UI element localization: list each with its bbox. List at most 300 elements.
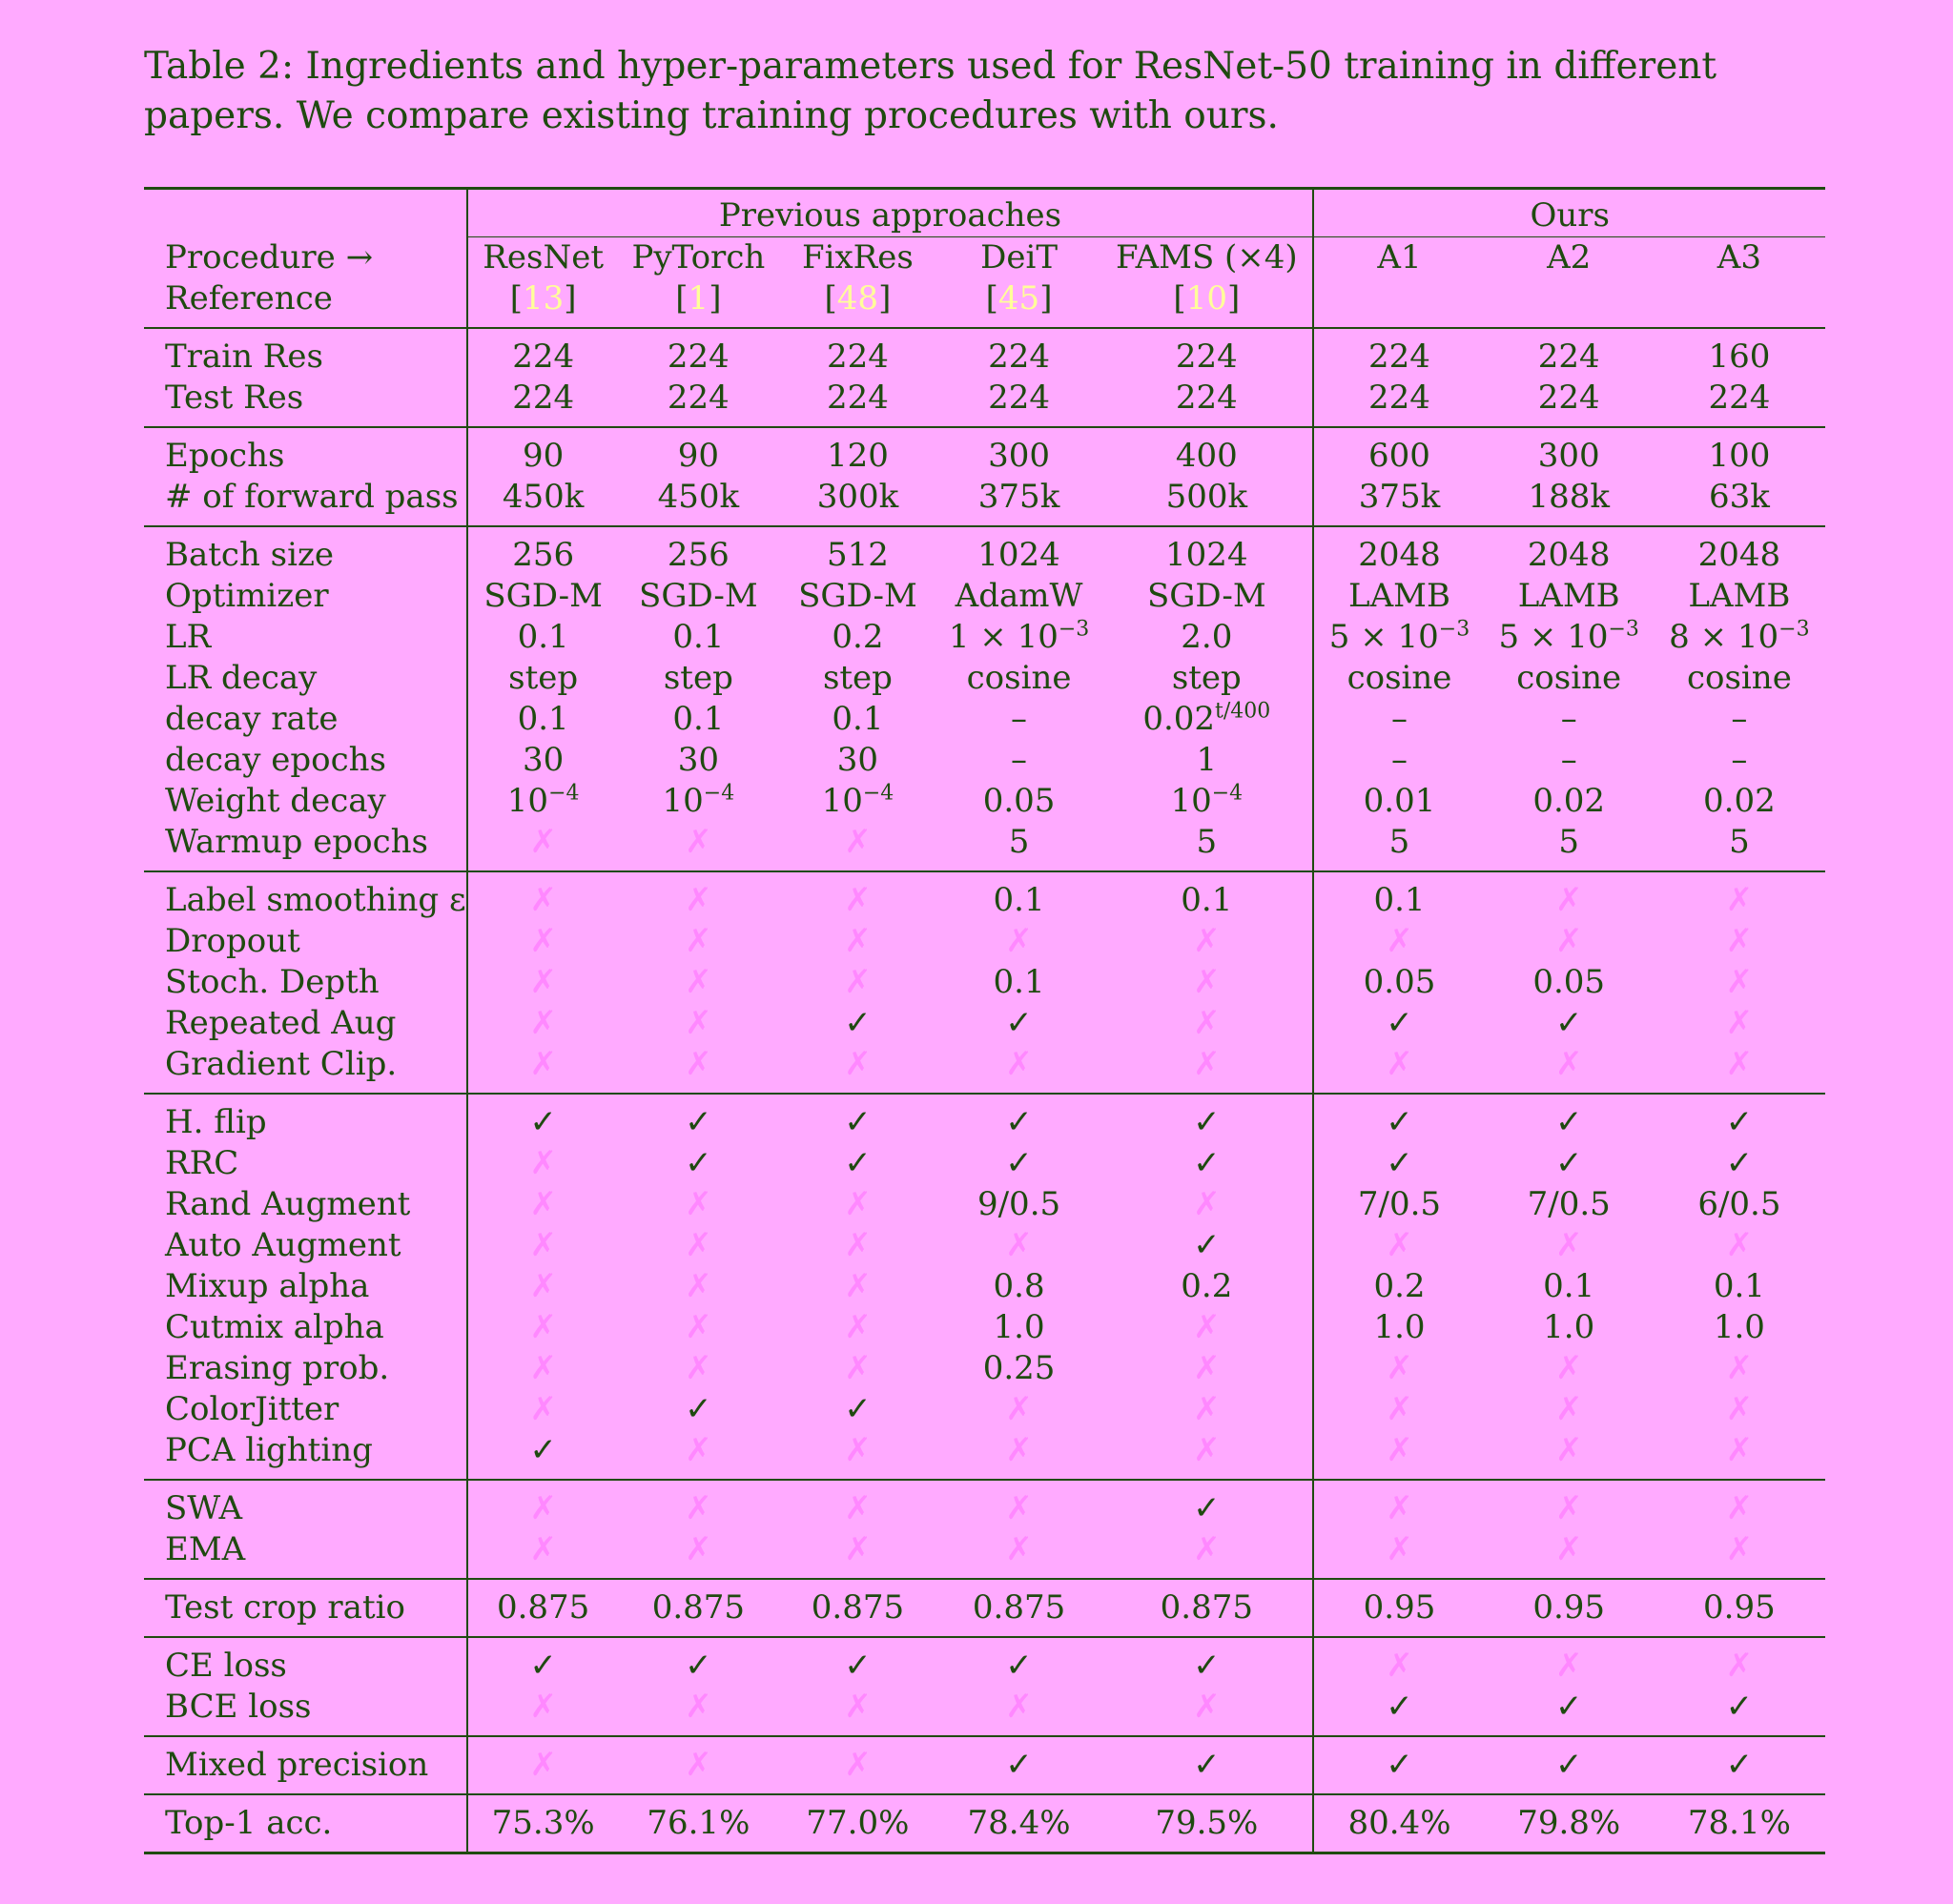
table-cell [467, 576, 619, 617]
table-cell [937, 871, 1100, 921]
cell-value: 5 [1196, 823, 1218, 861]
table-cell [1100, 427, 1313, 477]
cell-value: 0.25 [982, 1349, 1056, 1387]
table-cell [1313, 1579, 1484, 1637]
table-cell [937, 1794, 1100, 1853]
table-row [144, 921, 1825, 962]
table-cell [1100, 740, 1313, 781]
cell-value: 256 [512, 536, 575, 574]
row-label [144, 1307, 467, 1348]
cross-icon: ✗ [529, 1530, 557, 1568]
table-cell [1485, 822, 1654, 871]
row-label [144, 658, 467, 699]
cell-value: 0.1 [1713, 1267, 1765, 1305]
cell-value: 2048 [1358, 536, 1441, 574]
check-icon: ✓ [1725, 1746, 1754, 1784]
table-cell [467, 1579, 619, 1637]
cross-icon: ✗ [844, 881, 872, 919]
table-cell [467, 1348, 619, 1389]
check-icon: ✓ [685, 1103, 712, 1141]
table-row [144, 1430, 1825, 1480]
citation-link[interactable]: 48 [836, 279, 879, 317]
table-cell [1100, 617, 1313, 658]
cell-value: 5 [1008, 823, 1030, 861]
check-icon: ✓ [1193, 1647, 1221, 1685]
cross-icon: ✗ [1193, 1004, 1221, 1042]
table-cell [937, 526, 1100, 576]
cell-value: 500k [1165, 478, 1248, 516]
cell-value: 0.95 [1703, 1588, 1776, 1627]
table-cell [1654, 1225, 1825, 1266]
table-cell [1485, 921, 1654, 962]
table-cell [1313, 1003, 1484, 1044]
table-row [144, 1687, 1825, 1736]
table-cell [1485, 477, 1654, 526]
cell-value: SWA [165, 1489, 243, 1527]
cross-icon: ✗ [685, 1688, 712, 1726]
cross-icon: ✗ [1005, 1688, 1033, 1726]
table-row [144, 962, 1825, 1003]
table-row [144, 617, 1825, 658]
table-cell [1313, 576, 1484, 617]
cell-value: 300 [1537, 437, 1600, 475]
cell-value: LAMB [1688, 577, 1791, 615]
cell-value: Mixed precision [165, 1746, 429, 1784]
table-cell [1313, 1184, 1484, 1225]
table-cell [619, 740, 778, 781]
table-cell [1100, 526, 1313, 576]
table-row [144, 822, 1825, 871]
table-cell [937, 1044, 1100, 1094]
table-cell [1100, 1579, 1313, 1637]
cell-value: 0.05 [982, 782, 1056, 820]
table-cell [1313, 1044, 1484, 1094]
table-cell [937, 822, 1100, 871]
table-cell [619, 781, 778, 822]
table-cell [778, 871, 937, 921]
cell-value: 224 [826, 379, 889, 417]
table-cell [467, 921, 619, 962]
check-icon: ✓ [529, 1103, 557, 1141]
cell-value: LAMB [1517, 577, 1620, 615]
table-cell [778, 378, 937, 427]
cell-value: 450k [502, 478, 585, 516]
check-icon: ✓ [844, 1144, 872, 1182]
table-cell [937, 962, 1100, 1003]
cell-value: 10 [662, 782, 704, 820]
row-label [144, 1389, 467, 1430]
cell-value: 79.8% [1517, 1804, 1621, 1842]
table-cell [778, 1044, 937, 1094]
cell-value: H. flip [165, 1103, 267, 1141]
check-icon: ✓ [1005, 1004, 1033, 1042]
cross-icon: ✗ [1725, 1226, 1754, 1264]
cross-icon: ✗ [1725, 922, 1754, 960]
cross-icon: ✗ [1193, 963, 1221, 1001]
table-cell [1313, 658, 1484, 699]
cross-icon: ✗ [844, 1267, 872, 1305]
table-cell [467, 658, 619, 699]
table-row [144, 1266, 1825, 1307]
cell-value: 120 [826, 437, 889, 475]
table-cell [937, 740, 1100, 781]
citation-link[interactable]: 1 [688, 279, 709, 317]
cell-value: 0.2 [1181, 1267, 1233, 1305]
table-cell [1313, 1225, 1484, 1266]
cross-icon: ✗ [1725, 1349, 1754, 1387]
table-cell [467, 378, 619, 427]
row-label [144, 1094, 467, 1143]
table-cell [1485, 1736, 1654, 1794]
cell-value: 224 [667, 338, 730, 376]
cell-value: 63k [1708, 478, 1770, 516]
cross-icon: ✗ [1193, 1390, 1221, 1428]
cell-value: 2048 [1697, 536, 1781, 574]
table-cell [778, 740, 937, 781]
table-cell [467, 1529, 619, 1579]
table-cell [778, 1529, 937, 1579]
table-cell [1313, 1637, 1484, 1687]
cross-icon: ✗ [529, 922, 557, 960]
table-cell [778, 1480, 937, 1529]
table-cell [778, 699, 937, 740]
table-cell [937, 1307, 1100, 1348]
cell-value: 6/0.5 [1697, 1185, 1781, 1223]
cross-icon: ✗ [1005, 1489, 1033, 1527]
cell-value: 78.1% [1687, 1804, 1791, 1842]
table-cell [1100, 1143, 1313, 1184]
cross-icon: ✗ [1554, 922, 1583, 960]
cell-value: 9/0.5 [976, 1185, 1061, 1223]
table-cell [1654, 1430, 1825, 1480]
table-cell [1654, 1184, 1825, 1225]
cell-value: 5 × 10 [1498, 618, 1609, 656]
cross-icon: ✗ [1554, 1390, 1583, 1428]
table-cell [1654, 1637, 1825, 1687]
table-cell [778, 1143, 937, 1184]
cell-value: – [1011, 700, 1028, 738]
cross-icon: ✗ [1005, 1431, 1033, 1469]
cell-value: ColorJitter [165, 1390, 339, 1428]
check-icon: ✓ [1554, 1746, 1583, 1784]
table-cell [467, 1736, 619, 1794]
table-cell [619, 822, 778, 871]
check-icon: ✓ [1005, 1144, 1033, 1182]
cross-icon: ✗ [1386, 922, 1413, 960]
table-cell [1313, 427, 1484, 477]
exponent: −3 [1438, 617, 1470, 642]
cell-value: PCA lighting [165, 1431, 373, 1469]
cell-value: Warmup epochs [165, 823, 428, 861]
check-icon: ✓ [1554, 1103, 1583, 1141]
table-cell [1485, 1225, 1654, 1266]
cross-icon: ✗ [685, 1045, 712, 1083]
table-cell [1485, 962, 1654, 1003]
table-cell [619, 1307, 778, 1348]
table-caption: Table 2: Ingredients and hyper-parameters used for ResNet-50 training in different papers. We compare existing training procedures with ours. [144, 45, 1717, 137]
cell-value: LAMB [1348, 577, 1450, 615]
cross-icon: ✗ [529, 1688, 557, 1726]
table-cell [778, 1184, 937, 1225]
cell-value: 375k [977, 478, 1060, 516]
table-row [144, 1348, 1825, 1389]
table-cell [467, 1225, 619, 1266]
table-cell [1654, 1143, 1825, 1184]
table-cell [1654, 1736, 1825, 1794]
table-cell [778, 962, 937, 1003]
cell-value: Mixup alpha [165, 1267, 370, 1305]
table-cell [1485, 1348, 1654, 1389]
table-cell [1100, 1003, 1313, 1044]
table-row [144, 1094, 1825, 1143]
table-cell [778, 427, 937, 477]
cross-icon: ✗ [1005, 922, 1033, 960]
row-label [144, 1003, 467, 1044]
table-cell [619, 871, 778, 921]
table-cell [778, 1736, 937, 1794]
cell-value: 0.875 [1160, 1588, 1253, 1627]
cell-value: SGD-M [798, 577, 917, 615]
row-label [144, 427, 467, 477]
cell-value: 10 [506, 782, 549, 820]
cross-icon: ✗ [529, 1390, 557, 1428]
cell-value: cosine [1516, 659, 1622, 697]
table-cell [467, 962, 619, 1003]
table-cell [1485, 1389, 1654, 1430]
cell-value: 512 [826, 536, 889, 574]
exponent: −3 [1058, 617, 1090, 642]
table-cell [1100, 1044, 1313, 1094]
table-cell [1313, 1736, 1484, 1794]
table-cell [619, 576, 778, 617]
cell-value: 75.3% [491, 1804, 595, 1842]
table-cell [619, 1348, 778, 1389]
table-cell [1313, 1348, 1484, 1389]
cross-icon: ✗ [529, 1185, 557, 1223]
cell-value: AdamW [955, 577, 1083, 615]
table-row [144, 526, 1825, 576]
cell-value: 224 [988, 379, 1050, 417]
cell-value: 7/0.5 [1527, 1185, 1611, 1223]
cell-value: cosine [966, 659, 1072, 697]
cell-value: 300 [988, 437, 1050, 475]
table-cell [619, 1266, 778, 1307]
cross-icon: ✗ [685, 1349, 712, 1387]
cell-value: Weight decay [165, 782, 386, 820]
table-cell [1313, 1143, 1484, 1184]
cell-value: 90 [523, 437, 565, 475]
table-cell [937, 378, 1100, 427]
cell-value: 0.02 [1142, 700, 1216, 738]
group-previous: Previous approaches [467, 189, 1314, 237]
table-cell [778, 1266, 937, 1307]
row-label [144, 822, 467, 871]
cell-value: 0.875 [811, 1588, 905, 1627]
check-icon: ✓ [1386, 1746, 1413, 1784]
table-cell [1100, 1637, 1313, 1687]
row-label [144, 1044, 467, 1094]
cross-icon: ✗ [685, 1489, 712, 1527]
table-cell [778, 1094, 937, 1143]
cell-value: 7/0.5 [1357, 1185, 1442, 1223]
cell-value: 224 [1537, 338, 1600, 376]
cell-value: 1 × 10 [948, 618, 1059, 656]
check-icon: ✓ [1005, 1746, 1033, 1784]
check-icon: ✓ [1725, 1103, 1754, 1141]
table-cell [778, 328, 937, 378]
table-cell [467, 1184, 619, 1225]
cross-icon: ✗ [1725, 1530, 1754, 1568]
cross-icon: ✗ [685, 881, 712, 919]
row-label [144, 328, 467, 378]
cross-icon: ✗ [1386, 1431, 1413, 1469]
cell-value: SGD-M [1146, 577, 1266, 615]
table-cell [778, 1348, 937, 1389]
cross-icon: ✗ [529, 1308, 557, 1346]
cell-value: Epochs [165, 437, 285, 475]
row-label [144, 1579, 467, 1637]
table-cell [937, 1529, 1100, 1579]
table-row [144, 328, 1825, 378]
citation-link[interactable]: 45 [997, 279, 1040, 317]
cross-icon: ✗ [1554, 1647, 1583, 1685]
table-cell [467, 427, 619, 477]
citation-link[interactable]: 13 [523, 279, 565, 317]
table-cell [1485, 1094, 1654, 1143]
table-cell [1654, 822, 1825, 871]
cross-icon: ✗ [1725, 1004, 1754, 1042]
cross-icon: ✗ [685, 823, 712, 861]
cross-icon: ✗ [1725, 963, 1754, 1001]
table-row [144, 871, 1825, 921]
cross-icon: ✗ [1193, 1185, 1221, 1223]
table-cell [1313, 378, 1484, 427]
table-cell [778, 1430, 937, 1480]
table-row [144, 658, 1825, 699]
cell-value: 1.0 [993, 1308, 1045, 1346]
table-cell [467, 617, 619, 658]
cell-value: 5 [1729, 823, 1750, 861]
cell-value: 0.1 [517, 700, 569, 738]
cell-value: cosine [1686, 659, 1792, 697]
table-cell [1485, 1687, 1654, 1736]
exponent: −4 [703, 781, 735, 806]
table-cell [619, 378, 778, 427]
cell-value: – [1391, 700, 1408, 738]
cell-value: 0.1 [1543, 1267, 1595, 1305]
col-header: FAMS (×4) [1115, 238, 1298, 276]
citation-link[interactable]: 10 [1185, 279, 1227, 317]
cell-value: # of forward pass [165, 478, 459, 516]
table-cell [1313, 526, 1484, 576]
cell-value: Label smoothing ε [165, 881, 466, 919]
table-cell [1485, 1143, 1654, 1184]
check-icon: ✓ [1193, 1489, 1221, 1527]
table-cell [1100, 1184, 1313, 1225]
table-cell [467, 1094, 619, 1143]
table-row [144, 1480, 1825, 1529]
check-icon: ✓ [685, 1647, 712, 1685]
cell-value: Batch size [165, 536, 335, 574]
table-cell [778, 1003, 937, 1044]
table-row [144, 1579, 1825, 1637]
table-cell [1485, 1579, 1654, 1637]
table-cell [467, 699, 619, 740]
cell-value: 1024 [1165, 536, 1248, 574]
table-row [144, 378, 1825, 427]
table-cell [1100, 328, 1313, 378]
table-cell [467, 1794, 619, 1853]
cell-value: 300k [816, 478, 899, 516]
cross-icon: ✗ [529, 881, 557, 919]
table-cell [1654, 1003, 1825, 1044]
table-cell [467, 822, 619, 871]
table-cell [467, 1003, 619, 1044]
table-cell [937, 477, 1100, 526]
row-label [144, 921, 467, 962]
table-cell [467, 1307, 619, 1348]
table-cell [1485, 658, 1654, 699]
cross-icon: ✗ [529, 1746, 557, 1784]
table-cell [1313, 921, 1484, 962]
table-cell [1313, 1094, 1484, 1143]
cell-value: 80.4% [1347, 1804, 1451, 1842]
table-cell [1485, 1266, 1654, 1307]
cross-icon: ✗ [685, 1004, 712, 1042]
cell-value: 224 [1368, 379, 1430, 417]
cell-value: 79.5% [1155, 1804, 1259, 1842]
table-cell [1485, 871, 1654, 921]
table-cell [1100, 1794, 1313, 1853]
table-cell [778, 921, 937, 962]
table-cell [1100, 1225, 1313, 1266]
table-cell [467, 1266, 619, 1307]
cell-value: step [822, 659, 893, 697]
table-cell [937, 1579, 1100, 1637]
table-cell [1654, 1044, 1825, 1094]
table-cell [467, 1637, 619, 1687]
table-cell [937, 576, 1100, 617]
table-cell [619, 1094, 778, 1143]
cross-icon: ✗ [529, 823, 557, 861]
cell-value: 2048 [1527, 536, 1611, 574]
cell-value: 188k [1528, 478, 1610, 516]
cell-value: Test crop ratio [165, 1588, 405, 1627]
cell-value: 600 [1368, 437, 1430, 475]
cell-value: – [1391, 741, 1408, 779]
table-cell [619, 328, 778, 378]
table-cell [619, 1637, 778, 1687]
table-cell [1100, 1348, 1313, 1389]
table-cell [937, 1143, 1100, 1184]
table-cell [937, 427, 1100, 477]
table-cell [937, 1480, 1100, 1529]
table-cell [1100, 781, 1313, 822]
table-cell [1485, 427, 1654, 477]
row-label [144, 1143, 467, 1184]
table-cell [1100, 921, 1313, 962]
table-cell [1313, 822, 1484, 871]
cross-icon: ✗ [685, 1226, 712, 1264]
cell-value: Stoch. Depth [165, 963, 380, 1001]
check-icon: ✓ [844, 1390, 872, 1428]
cross-icon: ✗ [1386, 1390, 1413, 1428]
check-icon: ✓ [529, 1647, 557, 1685]
cell-value: Gradient Clip. [165, 1045, 398, 1083]
cell-value: 375k [1358, 478, 1441, 516]
table-cell [1313, 1430, 1484, 1480]
table-row [144, 1143, 1825, 1184]
